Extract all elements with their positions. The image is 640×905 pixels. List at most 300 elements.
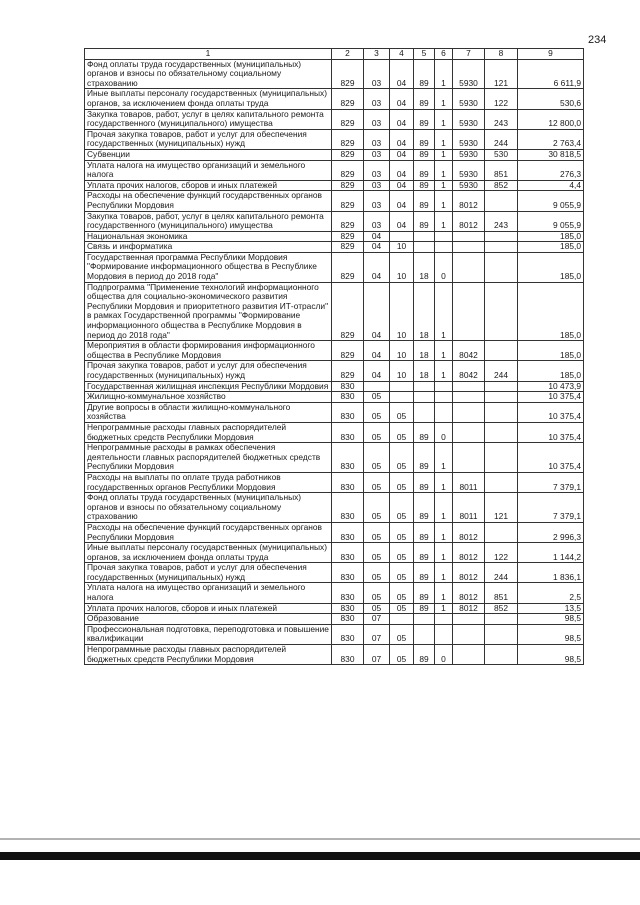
item-name-cell: Иные выплаты персоналу государственных (муниципальных) органов, за исключением фонда оплаты труда <box>85 543 332 563</box>
subprogram-code-cell <box>435 231 453 242</box>
item-name-cell: Уплата прочих налогов, сборов и иных платежей <box>85 180 332 191</box>
section-code-cell: 03 <box>364 89 390 109</box>
subsection-code-cell: 10 <box>390 252 414 282</box>
column-header: 7 <box>453 49 485 60</box>
target-code-cell: 8042 <box>453 361 485 381</box>
table-row <box>85 180 584 191</box>
program-code-cell: 89 <box>414 59 435 89</box>
amount-cell: 10 375,4 <box>518 443 584 473</box>
table-row <box>85 191 584 211</box>
amount-cell: 12 800,0 <box>518 109 584 129</box>
subprogram-code-cell: 1 <box>435 361 453 381</box>
amount-cell: 1 836,1 <box>518 563 584 583</box>
subprogram-code-cell: 1 <box>435 149 453 160</box>
expense-type-code-cell <box>485 242 518 253</box>
admin-code-cell: 830 <box>332 402 364 422</box>
target-code-cell <box>453 402 485 422</box>
subsection-code-cell <box>390 381 414 392</box>
section-code-cell <box>364 381 390 392</box>
subprogram-code-cell: 1 <box>435 211 453 231</box>
expense-type-code-cell: 121 <box>485 493 518 523</box>
item-name-cell: Непрограммные расходы главных распорядителей бюджетных средств Республики Мордовия <box>85 422 332 442</box>
program-code-cell: 89 <box>414 191 435 211</box>
item-name-cell: Прочая закупка товаров, работ и услуг для обеспечения государственных (муниципальных) нужд <box>85 361 332 381</box>
header-row <box>85 49 584 60</box>
program-code-cell: 89 <box>414 109 435 129</box>
table-row <box>85 381 584 392</box>
table-row <box>85 443 584 473</box>
admin-code-cell: 830 <box>332 381 364 392</box>
section-code-cell: 03 <box>364 160 390 180</box>
program-code-cell: 89 <box>414 603 435 614</box>
item-name-cell: Государственная жилищная инспекция Республики Мордовия <box>85 381 332 392</box>
subprogram-code-cell: 0 <box>435 422 453 442</box>
column-header: 1 <box>85 49 332 60</box>
program-code-cell: 89 <box>414 583 435 603</box>
admin-code-cell: 830 <box>332 422 364 442</box>
section-code-cell: 04 <box>364 361 390 381</box>
expense-type-code-cell <box>485 472 518 492</box>
table-row <box>85 624 584 644</box>
target-code-cell: 8012 <box>453 603 485 614</box>
subsection-code-cell: 04 <box>390 59 414 89</box>
item-name-cell: Иные выплаты персоналу государственных (муниципальных) органов, за исключением фонда оплаты труда <box>85 89 332 109</box>
subsection-code-cell: 05 <box>390 543 414 563</box>
amount-cell: 185,0 <box>518 252 584 282</box>
item-name-cell: Фонд оплаты труда государственных (муниципальных) органов и взносы по обязательному социальному страхованию <box>85 493 332 523</box>
amount-cell: 98,5 <box>518 645 584 665</box>
subsection-code-cell: 10 <box>390 242 414 253</box>
section-code-cell: 03 <box>364 149 390 160</box>
subsection-code-cell: 10 <box>390 361 414 381</box>
amount-cell: 185,0 <box>518 231 584 242</box>
table-row <box>85 645 584 665</box>
column-header: 3 <box>364 49 390 60</box>
target-code-cell: 5930 <box>453 129 485 149</box>
scan-artifact-line <box>0 838 640 840</box>
subsection-code-cell: 05 <box>390 443 414 473</box>
program-code-cell: 89 <box>414 89 435 109</box>
subprogram-code-cell: 1 <box>435 472 453 492</box>
subprogram-code-cell: 1 <box>435 522 453 542</box>
section-code-cell: 03 <box>364 180 390 191</box>
expense-type-code-cell: 122 <box>485 543 518 563</box>
table-row <box>85 493 584 523</box>
amount-cell: 9 055,9 <box>518 191 584 211</box>
subsection-code-cell: 04 <box>390 129 414 149</box>
target-code-cell: 5930 <box>453 109 485 129</box>
admin-code-cell: 829 <box>332 160 364 180</box>
amount-cell: 6 611,9 <box>518 59 584 89</box>
subprogram-code-cell: 1 <box>435 563 453 583</box>
subprogram-code-cell: 1 <box>435 59 453 89</box>
column-header: 8 <box>485 49 518 60</box>
target-code-cell <box>453 252 485 282</box>
item-name-cell: Жилищно-коммунальное хозяйство <box>85 392 332 403</box>
target-code-cell <box>453 614 485 625</box>
amount-cell: 185,0 <box>518 361 584 381</box>
item-name-cell: Закупка товаров, работ, услуг в целях капитального ремонта государственного (муниципального) имущества <box>85 211 332 231</box>
expense-type-code-cell: 244 <box>485 361 518 381</box>
section-code-cell: 03 <box>364 109 390 129</box>
expense-type-code-cell: 243 <box>485 109 518 129</box>
admin-code-cell: 829 <box>332 282 364 341</box>
program-code-cell: 18 <box>414 361 435 381</box>
section-code-cell: 03 <box>364 191 390 211</box>
subsection-code-cell <box>390 392 414 403</box>
admin-code-cell: 830 <box>332 645 364 665</box>
program-code-cell: 18 <box>414 341 435 361</box>
subprogram-code-cell: 0 <box>435 252 453 282</box>
table-row <box>85 211 584 231</box>
subprogram-code-cell: 0 <box>435 645 453 665</box>
scan-artifact-bar <box>0 852 640 860</box>
amount-cell: 2 996,3 <box>518 522 584 542</box>
expense-type-code-cell <box>485 381 518 392</box>
admin-code-cell: 829 <box>332 180 364 191</box>
expense-type-code-cell: 851 <box>485 160 518 180</box>
subsection-code-cell: 04 <box>390 211 414 231</box>
admin-code-cell: 829 <box>332 242 364 253</box>
amount-cell: 185,0 <box>518 282 584 341</box>
expense-type-code-cell <box>485 402 518 422</box>
admin-code-cell: 830 <box>332 603 364 614</box>
expense-type-code-cell: 851 <box>485 583 518 603</box>
table-row <box>85 392 584 403</box>
subprogram-code-cell: 1 <box>435 180 453 191</box>
admin-code-cell: 829 <box>332 109 364 129</box>
admin-code-cell: 830 <box>332 583 364 603</box>
admin-code-cell: 830 <box>332 392 364 403</box>
page-number: 234 <box>588 34 607 46</box>
table-row <box>85 422 584 442</box>
section-code-cell: 03 <box>364 211 390 231</box>
section-code-cell: 04 <box>364 282 390 341</box>
program-code-cell: 18 <box>414 252 435 282</box>
item-name-cell: Профессиональная подготовка, переподготовка и повышение квалификации <box>85 624 332 644</box>
program-code-cell <box>414 624 435 644</box>
table-row <box>85 109 584 129</box>
item-name-cell: Уплата прочих налогов, сборов и иных платежей <box>85 603 332 614</box>
item-name-cell: Фонд оплаты труда государственных (муниципальных) органов и взносы по обязательному социальному страхованию <box>85 59 332 89</box>
target-code-cell: 8012 <box>453 543 485 563</box>
admin-code-cell: 830 <box>332 624 364 644</box>
admin-code-cell: 830 <box>332 443 364 473</box>
item-name-cell: Подпрограмма "Применение технологий информационного общества для социально-экономического развития Республики Мордовия и приоритетного развития ИТ-отрасли" в рамках Государственной программы "Формирование информационного общества в Республике Мордовия в период до 2018 года" <box>85 282 332 341</box>
item-name-cell: Прочая закупка товаров, работ и услуг для обеспечения государственных (муниципальных) нужд <box>85 563 332 583</box>
item-name-cell: Расходы на выплаты по оплате труда работников государственных органов Республики Мордовия <box>85 472 332 492</box>
section-code-cell: 07 <box>364 624 390 644</box>
item-name-cell: Другие вопросы в области жилищно-коммунального хозяйства <box>85 402 332 422</box>
admin-code-cell: 829 <box>332 361 364 381</box>
admin-code-cell: 829 <box>332 129 364 149</box>
subprogram-code-cell: 1 <box>435 583 453 603</box>
amount-cell: 530,6 <box>518 89 584 109</box>
section-code-cell: 07 <box>364 645 390 665</box>
table-row <box>85 563 584 583</box>
subprogram-code-cell: 1 <box>435 109 453 129</box>
section-code-cell: 03 <box>364 59 390 89</box>
item-name-cell: Связь и информатика <box>85 242 332 253</box>
admin-code-cell: 830 <box>332 493 364 523</box>
subsection-code-cell: 05 <box>390 563 414 583</box>
expense-type-code-cell <box>485 645 518 665</box>
table-row <box>85 543 584 563</box>
expense-type-code-cell: 244 <box>485 129 518 149</box>
subsection-code-cell: 04 <box>390 191 414 211</box>
subprogram-code-cell <box>435 242 453 253</box>
expense-type-code-cell <box>485 341 518 361</box>
subprogram-code-cell: 1 <box>435 493 453 523</box>
subprogram-code-cell <box>435 614 453 625</box>
section-code-cell: 03 <box>364 129 390 149</box>
amount-cell: 30 818,5 <box>518 149 584 160</box>
subprogram-code-cell <box>435 381 453 392</box>
subprogram-code-cell: 1 <box>435 160 453 180</box>
subsection-code-cell: 05 <box>390 583 414 603</box>
subprogram-code-cell: 1 <box>435 443 453 473</box>
item-name-cell: Закупка товаров, работ, услуг в целях капитального ремонта государственного (муниципального) имущества <box>85 109 332 129</box>
program-code-cell: 89 <box>414 180 435 191</box>
expense-type-code-cell: 243 <box>485 211 518 231</box>
program-code-cell <box>414 381 435 392</box>
subsection-code-cell: 10 <box>390 282 414 341</box>
expense-type-code-cell <box>485 422 518 442</box>
target-code-cell: 8012 <box>453 522 485 542</box>
program-code-cell: 89 <box>414 645 435 665</box>
amount-cell: 7 379,1 <box>518 472 584 492</box>
subsection-code-cell: 04 <box>390 109 414 129</box>
amount-cell: 185,0 <box>518 341 584 361</box>
amount-cell: 9 055,9 <box>518 211 584 231</box>
table-row <box>85 614 584 625</box>
target-code-cell: 8012 <box>453 583 485 603</box>
program-code-cell: 89 <box>414 443 435 473</box>
section-code-cell: 04 <box>364 242 390 253</box>
admin-code-cell: 830 <box>332 543 364 563</box>
target-code-cell: 8012 <box>453 563 485 583</box>
section-code-cell: 05 <box>364 583 390 603</box>
program-code-cell: 89 <box>414 160 435 180</box>
target-code-cell <box>453 242 485 253</box>
subsection-code-cell: 10 <box>390 341 414 361</box>
table-row <box>85 231 584 242</box>
section-code-cell: 05 <box>364 603 390 614</box>
table-row <box>85 522 584 542</box>
section-code-cell: 07 <box>364 614 390 625</box>
program-code-cell: 89 <box>414 493 435 523</box>
target-code-cell <box>453 381 485 392</box>
admin-code-cell: 829 <box>332 149 364 160</box>
admin-code-cell: 830 <box>332 522 364 542</box>
admin-code-cell: 829 <box>332 191 364 211</box>
program-code-cell <box>414 402 435 422</box>
amount-cell: 1 144,2 <box>518 543 584 563</box>
target-code-cell: 5930 <box>453 149 485 160</box>
subsection-code-cell: 05 <box>390 472 414 492</box>
amount-cell: 7 379,1 <box>518 493 584 523</box>
target-code-cell: 8011 <box>453 472 485 492</box>
expense-type-code-cell: 530 <box>485 149 518 160</box>
program-code-cell <box>414 242 435 253</box>
table-row <box>85 583 584 603</box>
subprogram-code-cell: 1 <box>435 129 453 149</box>
table-row <box>85 472 584 492</box>
subsection-code-cell: 04 <box>390 160 414 180</box>
expense-type-code-cell: 852 <box>485 180 518 191</box>
section-code-cell: 05 <box>364 493 390 523</box>
expense-type-code-cell: 244 <box>485 563 518 583</box>
subsection-code-cell: 04 <box>390 89 414 109</box>
subsection-code-cell: 05 <box>390 624 414 644</box>
section-code-cell: 04 <box>364 252 390 282</box>
subsection-code-cell: 05 <box>390 645 414 665</box>
item-name-cell: Уплата налога на имущество организаций и земельного налога <box>85 160 332 180</box>
expense-type-code-cell <box>485 252 518 282</box>
section-code-cell: 05 <box>364 543 390 563</box>
section-code-cell: 05 <box>364 392 390 403</box>
subprogram-code-cell: 1 <box>435 603 453 614</box>
subprogram-code-cell <box>435 392 453 403</box>
table-row <box>85 59 584 89</box>
program-code-cell: 89 <box>414 149 435 160</box>
table-row <box>85 282 584 341</box>
admin-code-cell: 830 <box>332 472 364 492</box>
subprogram-code-cell: 1 <box>435 341 453 361</box>
amount-cell: 13,5 <box>518 603 584 614</box>
column-header: 2 <box>332 49 364 60</box>
target-code-cell: 5930 <box>453 180 485 191</box>
table-row <box>85 341 584 361</box>
section-code-cell: 04 <box>364 231 390 242</box>
column-header: 4 <box>390 49 414 60</box>
admin-code-cell: 829 <box>332 89 364 109</box>
program-code-cell: 89 <box>414 522 435 542</box>
table-row <box>85 242 584 253</box>
target-code-cell: 5930 <box>453 89 485 109</box>
expense-type-code-cell <box>485 191 518 211</box>
target-code-cell <box>453 624 485 644</box>
amount-cell: 2 763,4 <box>518 129 584 149</box>
subsection-code-cell: 04 <box>390 149 414 160</box>
program-code-cell: 89 <box>414 563 435 583</box>
expense-type-code-cell <box>485 443 518 473</box>
section-code-cell: 05 <box>364 443 390 473</box>
target-code-cell: 8042 <box>453 341 485 361</box>
expense-type-code-cell <box>485 614 518 625</box>
admin-code-cell: 829 <box>332 231 364 242</box>
budget-table <box>84 48 584 665</box>
item-name-cell: Национальная экономика <box>85 231 332 242</box>
item-name-cell: Мероприятия в области формирования информационного общества в Республике Мордовия <box>85 341 332 361</box>
subprogram-code-cell: 1 <box>435 543 453 563</box>
amount-cell: 276,3 <box>518 160 584 180</box>
program-code-cell: 89 <box>414 422 435 442</box>
subsection-code-cell <box>390 614 414 625</box>
table-row <box>85 402 584 422</box>
amount-cell: 10 375,4 <box>518 402 584 422</box>
subprogram-code-cell: 1 <box>435 191 453 211</box>
expense-type-code-cell <box>485 282 518 341</box>
section-code-cell: 05 <box>364 472 390 492</box>
table-row <box>85 160 584 180</box>
subsection-code-cell: 05 <box>390 603 414 614</box>
table-row <box>85 252 584 282</box>
subprogram-code-cell: 1 <box>435 89 453 109</box>
item-name-cell: Образование <box>85 614 332 625</box>
admin-code-cell: 829 <box>332 59 364 89</box>
expense-type-code-cell: 852 <box>485 603 518 614</box>
subprogram-code-cell <box>435 624 453 644</box>
program-code-cell: 89 <box>414 543 435 563</box>
section-code-cell: 04 <box>364 341 390 361</box>
subsection-code-cell: 04 <box>390 180 414 191</box>
target-code-cell <box>453 392 485 403</box>
program-code-cell: 18 <box>414 282 435 341</box>
section-code-cell: 05 <box>364 402 390 422</box>
subsection-code-cell: 05 <box>390 422 414 442</box>
expense-type-code-cell <box>485 624 518 644</box>
subsection-code-cell <box>390 231 414 242</box>
target-code-cell <box>453 645 485 665</box>
expense-type-code-cell <box>485 522 518 542</box>
target-code-cell: 8011 <box>453 493 485 523</box>
target-code-cell <box>453 282 485 341</box>
admin-code-cell: 829 <box>332 211 364 231</box>
subsection-code-cell: 05 <box>390 522 414 542</box>
subsection-code-cell: 05 <box>390 493 414 523</box>
target-code-cell: 8012 <box>453 211 485 231</box>
target-code-cell: 5930 <box>453 59 485 89</box>
program-code-cell <box>414 231 435 242</box>
item-name-cell: Уплата налога на имущество организаций и земельного налога <box>85 583 332 603</box>
item-name-cell: Непрограммные расходы в рамках обеспечения деятельности главных распорядителей бюджетных средств Республики Мордовия <box>85 443 332 473</box>
program-code-cell <box>414 614 435 625</box>
target-code-cell: 8012 <box>453 191 485 211</box>
column-header: 9 <box>518 49 584 60</box>
target-code-cell <box>453 443 485 473</box>
section-code-cell: 05 <box>364 563 390 583</box>
admin-code-cell: 829 <box>332 252 364 282</box>
target-code-cell <box>453 231 485 242</box>
amount-cell: 185,0 <box>518 242 584 253</box>
item-name-cell: Расходы на обеспечение функций государственных органов Республики Мордовия <box>85 522 332 542</box>
amount-cell: 98,5 <box>518 624 584 644</box>
target-code-cell: 5930 <box>453 160 485 180</box>
item-name-cell: Непрограммные расходы главных распорядителей бюджетных средств Республики Мордовия <box>85 645 332 665</box>
column-header: 6 <box>435 49 453 60</box>
subprogram-code-cell: 1 <box>435 282 453 341</box>
subsection-code-cell: 05 <box>390 402 414 422</box>
item-name-cell: Прочая закупка товаров, работ и услуг для обеспечения государственных (муниципальных) нужд <box>85 129 332 149</box>
item-name-cell: Субвенции <box>85 149 332 160</box>
admin-code-cell: 829 <box>332 341 364 361</box>
admin-code-cell: 830 <box>332 614 364 625</box>
program-code-cell <box>414 392 435 403</box>
expense-type-code-cell <box>485 392 518 403</box>
section-code-cell: 05 <box>364 522 390 542</box>
item-name-cell: Государственная программа Республики Мордовия "Формирование информационного общества в Республике Мордовия в период до 2018 года" <box>85 252 332 282</box>
section-code-cell: 05 <box>364 422 390 442</box>
expense-type-code-cell <box>485 231 518 242</box>
table-row <box>85 361 584 381</box>
table-row <box>85 603 584 614</box>
subprogram-code-cell <box>435 402 453 422</box>
item-name-cell: Расходы на обеспечение функций государственных органов Республики Мордовия <box>85 191 332 211</box>
amount-cell: 10 375,4 <box>518 422 584 442</box>
program-code-cell: 89 <box>414 129 435 149</box>
amount-cell: 10 473,9 <box>518 381 584 392</box>
